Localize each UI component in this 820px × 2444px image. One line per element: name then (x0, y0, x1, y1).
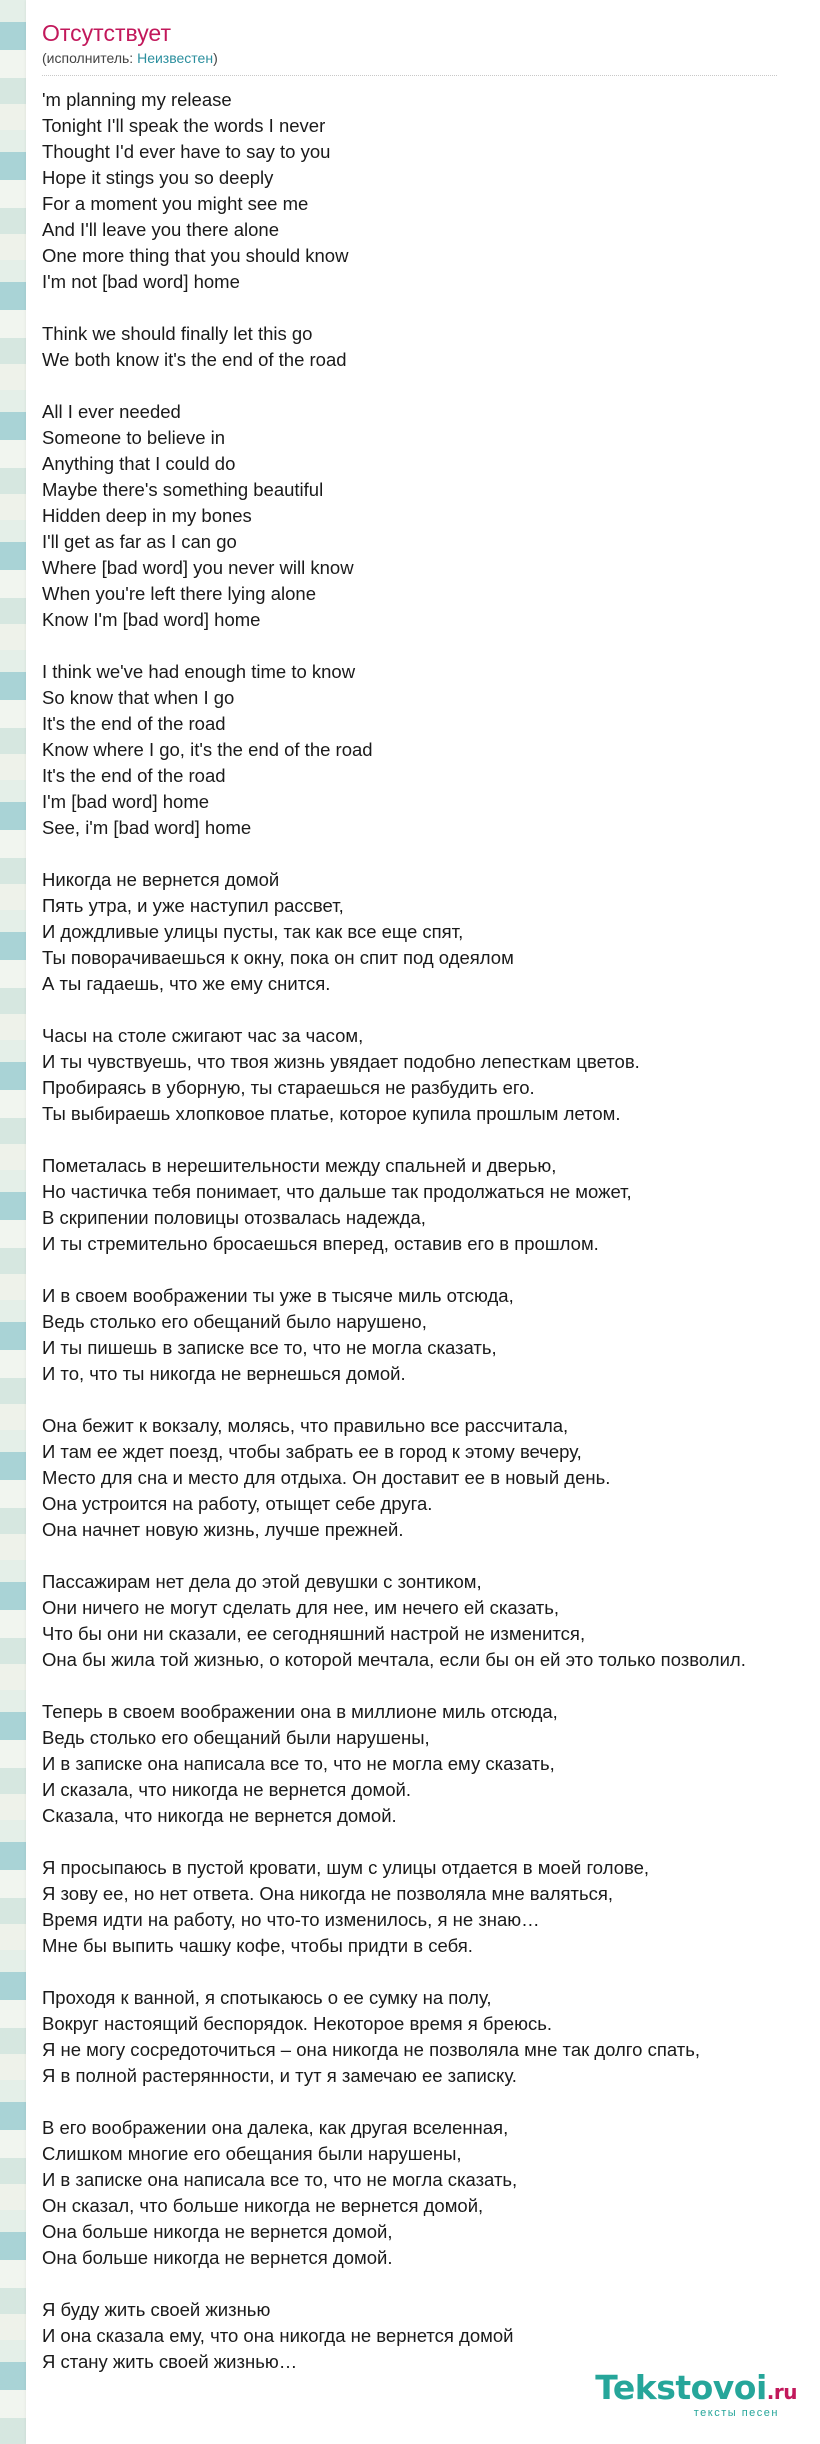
artist-suffix: ) (213, 50, 218, 66)
lyrics-content (42, 0, 814, 2375)
lyric-line: Я не могу сосредоточиться – она никогда не позволяла мне так долго спать, (42, 2039, 700, 2060)
lyric-line: Она больше никогда не вернется домой, (42, 2221, 393, 2242)
lyric-line: Проходя к ванной, я спотыкаюсь о ее сумку на полу, (42, 1987, 492, 2008)
lyric-line: It's the end of the road (42, 713, 226, 734)
lyric-line: Ведь столько его обещаний были нарушены, (42, 1727, 430, 1748)
lyric-line: Я стану жить своей жизнью… (42, 2351, 298, 2372)
stanza-gap (42, 2089, 814, 2115)
logo-wordmark (595, 2370, 797, 2410)
lyric-line: Ведь столько его обещаний было нарушено, (42, 1311, 427, 1332)
lyric-line: So know that when I go (42, 687, 235, 708)
lyric-line: Я в полной растерянности, и тут я замечаю ее записку. (42, 2065, 517, 2086)
lyric-line: В скрипении половицы отозвалась надежда, (42, 1207, 426, 1228)
lyric-line: When you're left there lying alone (42, 583, 316, 604)
lyric-line: Я зову ее, но нет ответа. Она никогда не позволяла мне валяться, (42, 1883, 614, 1904)
lyric-line: I'll get as far as I can go (42, 531, 237, 552)
lyric-line: Они ничего не могут сделать для нее, им нечего ей сказать, (42, 1597, 560, 1618)
stanza-gap (42, 633, 814, 659)
lyric-line: Мне бы выпить чашку кофе, чтобы придти в себя. (42, 1935, 473, 1956)
lyric-line: И то, что ты никогда не вернешься домой. (42, 1363, 406, 1384)
lyric-line: Ты поворачиваешься к окну, пока он спит под одеялом (42, 947, 514, 968)
logo-tld: .ru (766, 2380, 797, 2404)
lyric-line: Время идти на работу, но что-то изменилось, я не знаю… (42, 1909, 540, 1930)
lyric-line: В его воображении она далека, как другая вселенная, (42, 2117, 509, 2138)
lyric-line: Know where I go, it's the end of the road (42, 739, 373, 760)
logo-name: Tekstovoi (595, 2368, 767, 2407)
lyric-line: All I ever needed (42, 401, 181, 422)
artist-prefix: (исполнитель: (42, 50, 138, 66)
lyric-line: И ты стремительно бросаешься вперед, оставив его в прошлом. (42, 1233, 599, 1254)
lyric-line: Пометалась в нерешительности между спальней и дверью, (42, 1155, 557, 1176)
stanza-gap (42, 1829, 814, 1855)
lyric-line: Thought I'd ever have to say to you (42, 141, 331, 162)
lyric-line: Я просыпаюсь в пустой кровати, шум с улицы отдается в моей голове, (42, 1857, 650, 1878)
lyric-line: Я буду жить своей жизнью (42, 2299, 271, 2320)
lyric-line: Someone to believe in (42, 427, 226, 448)
lyric-line: Hope it stings you so deeply (42, 167, 274, 188)
lyric-line: И в своем воображении ты уже в тысяче миль отсюда, (42, 1285, 514, 1306)
stanza-gap (42, 373, 814, 399)
lyric-line: И она сказала ему, что она никогда не вернется домой (42, 2325, 514, 2346)
lyrics-text (42, 87, 814, 2375)
stanza-gap (42, 295, 814, 321)
lyric-line: Maybe there's something beautiful (42, 479, 324, 500)
lyric-line: И дождливые улицы пусты, так как все еще спят, (42, 921, 464, 942)
artist-line (42, 48, 814, 68)
stanza-gap (42, 1543, 814, 1569)
lyric-line: Она устроится на работу, отыщет себе друга. (42, 1493, 433, 1514)
lyrics-card (26, 0, 820, 2444)
lyric-line: I'm not [bad word] home (42, 271, 240, 292)
stanza-gap (42, 1673, 814, 1699)
lyric-line: See, i'm [bad word] home (42, 817, 252, 838)
stanza-gap (42, 1127, 814, 1153)
lyric-line: Hidden deep in my bones (42, 505, 252, 526)
stanza-gap (42, 1257, 814, 1283)
lyric-line: И там ее ждет поезд, чтобы забрать ее в город к этому вечеру, (42, 1441, 582, 1462)
lyric-line: It's the end of the road (42, 765, 226, 786)
stanza-gap (42, 2271, 814, 2297)
lyric-line: Часы на столе сжигают час за часом, (42, 1025, 364, 1046)
lyric-line: Пассажирам нет дела до этой девушки с зонтиком, (42, 1571, 482, 1592)
lyric-line: We both know it's the end of the road (42, 349, 347, 370)
title-divider (42, 75, 777, 76)
lyric-line: Никогда не вернется домой (42, 869, 280, 890)
stanza-gap (42, 841, 814, 867)
lyric-line: Он сказал, что больше никогда не вернется домой, (42, 2195, 484, 2216)
lyric-line: Она бежит к вокзалу, молясь, что правильно все рассчитала, (42, 1415, 569, 1436)
lyric-line: Пять утра, и уже наступил рассвет, (42, 895, 344, 916)
lyric-line: Слишком многие его обещания были нарушены, (42, 2143, 462, 2164)
lyric-line: Anything that I could do (42, 453, 236, 474)
lyric-line: I'm [bad word] home (42, 791, 210, 812)
lyric-line: Но частичка тебя понимает, что дальше так продолжаться не может, (42, 1181, 632, 1202)
lyric-line: 'm planning my release (42, 89, 232, 110)
lyric-line: Она бы жила той жизнью, о которой мечтала, если бы он ей это только позволил. (42, 1649, 746, 1670)
stanza-gap (42, 1959, 814, 1985)
lyric-line: И в записке она написала все то, что не могла ему сказать, (42, 1753, 555, 1774)
lyric-line: For a moment you might see me (42, 193, 309, 214)
logo-tagline: тексты песен (693, 2407, 779, 2419)
lyric-line: И сказала, что никогда не вернется домой. (42, 1779, 411, 1800)
lyric-line: Что бы они ни сказали, ее сегодняшний настрой не изменится, (42, 1623, 586, 1644)
lyric-line: А ты гадаешь, что же ему снится. (42, 973, 331, 994)
lyric-line: Ты выбираешь хлопковое платье, которое купила прошлым летом. (42, 1103, 621, 1124)
lyric-line: Место для сна и место для отдыха. Он доставит ее в новый день. (42, 1467, 611, 1488)
lyric-line: Сказала, что никогда не вернется домой. (42, 1805, 397, 1826)
artist-link[interactable]: Неизвестен (137, 50, 214, 66)
lyric-line: I think we've had enough time to know (42, 661, 356, 682)
lyric-line: Tonight I'll speak the words I never (42, 115, 326, 136)
lyric-line: И ты пишешь в записке все то, что не могла сказать, (42, 1337, 497, 1358)
stanza-gap (42, 1387, 814, 1413)
lyric-line: И ты чувствуешь, что твоя жизнь увядает подобно лепесткам цветов. (42, 1051, 640, 1072)
stanza-gap (42, 997, 814, 1023)
lyric-line: Know I'm [bad word] home (42, 609, 261, 630)
lyric-line: And I'll leave you there alone (42, 219, 279, 240)
lyric-line: И в записке она написала все то, что не могла сказать, (42, 2169, 518, 2190)
lyric-line: Теперь в своем воображении она в миллионе миль отсюда, (42, 1701, 558, 1722)
lyric-line: Вокруг настоящий беспорядок. Некоторое время я бреюсь. (42, 2013, 552, 2034)
lyric-line: Она начнет новую жизнь, лучше прежней. (42, 1519, 404, 1540)
lyric-line: Пробираясь в уборную, ты стараешься не разбудить его. (42, 1077, 535, 1098)
lyric-line: Think we should finally let this go (42, 323, 313, 344)
lyric-line: Where [bad word] you never will know (42, 557, 354, 578)
song-title: Отсутствует (42, 20, 171, 46)
lyric-line: Она больше никогда не вернется домой. (42, 2247, 393, 2268)
site-logo[interactable] (595, 2370, 797, 2419)
lyric-line: One more thing that you should know (42, 245, 349, 266)
